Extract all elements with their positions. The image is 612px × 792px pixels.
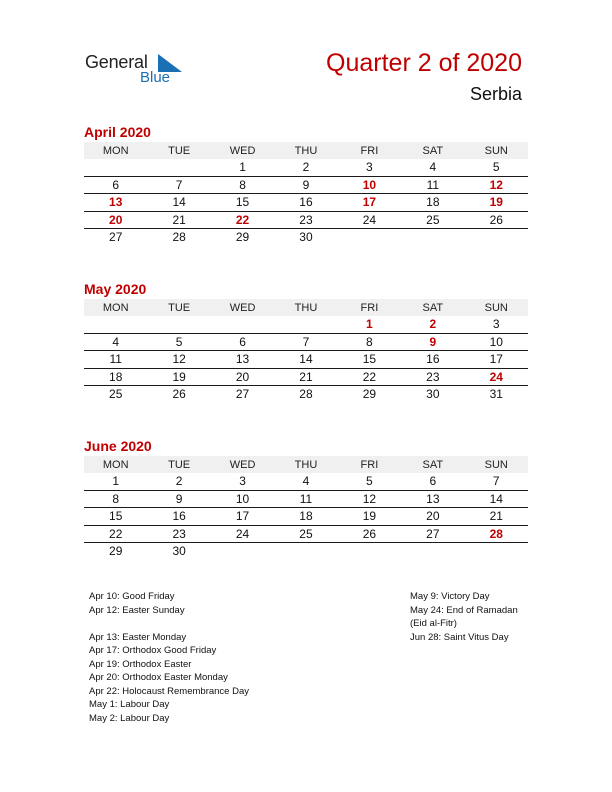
holiday-item: Apr 19: Orthodox Easter	[89, 658, 192, 670]
day-cell: 13	[401, 490, 464, 508]
weekday-label: SAT	[401, 299, 464, 316]
day-cell: 2	[147, 473, 210, 490]
day-cell: 20	[401, 508, 464, 526]
day-cell: 6	[84, 176, 147, 194]
day-cell: 27	[401, 525, 464, 543]
holiday-item: Apr 22: Holocaust Remembrance Day	[89, 685, 249, 697]
day-cell: 25	[401, 211, 464, 229]
holiday-list-left	[89, 590, 249, 725]
day-cell: 3	[338, 159, 401, 176]
month-title: June 2020	[84, 438, 152, 454]
day-cell: 24	[338, 211, 401, 229]
week-row	[84, 211, 528, 229]
weekday-label: MON	[84, 299, 147, 316]
calendar-table	[84, 299, 528, 403]
day-cell: 3	[465, 316, 528, 333]
month-title: April 2020	[84, 124, 151, 140]
week-row	[84, 508, 528, 526]
day-cell: 16	[147, 508, 210, 526]
week-row	[84, 159, 528, 176]
day-cell: 15	[84, 508, 147, 526]
holiday-item: Apr 17: Orthodox Good Friday	[89, 645, 217, 656]
holiday-item: Apr 20: Orthodox Easter Monday	[89, 672, 228, 683]
day-cell: 19	[147, 368, 210, 386]
day-cell: 26	[172, 387, 186, 402]
logo	[85, 50, 195, 90]
day-cell: 26	[338, 525, 401, 543]
day-cell	[465, 229, 528, 246]
day-cell: 2	[274, 159, 337, 176]
logo-word-blue: Blue	[140, 69, 171, 86]
day-cell: 17	[465, 351, 528, 369]
day-cell: 22	[211, 211, 274, 229]
weekday-label: WED	[211, 299, 274, 316]
country-name: Serbia	[469, 84, 522, 104]
day-cell: 19	[338, 508, 401, 526]
day-cell: 11	[401, 176, 464, 194]
day-cell: 23	[147, 525, 210, 543]
day-cell: 17	[338, 194, 401, 212]
day-cell: 6	[211, 333, 274, 351]
weekday-label: SAT	[401, 142, 464, 159]
day-cell: 6	[401, 473, 464, 490]
weekday-label: WED	[211, 142, 274, 159]
day-cell: 10	[338, 176, 401, 194]
weekday-label: THU	[274, 456, 337, 473]
weekday-label: TUE	[147, 299, 210, 316]
day-cell: 2	[401, 316, 464, 333]
day-cell	[211, 543, 274, 560]
day-cell	[465, 543, 528, 560]
day-cell: 11	[274, 490, 337, 508]
day-cell: 10	[211, 490, 274, 508]
day-cell: 30	[299, 230, 313, 245]
week-row	[84, 386, 528, 403]
day-cell: 26	[465, 211, 528, 229]
day-cell: 1	[211, 159, 274, 176]
day-cell: 22	[84, 525, 147, 543]
week-row	[84, 229, 528, 246]
day-cell	[274, 543, 337, 560]
day-cell: 3	[211, 473, 274, 490]
day-cell: 1	[84, 473, 147, 490]
day-cell: 5	[338, 473, 401, 490]
day-cell: 27	[109, 230, 123, 245]
day-cell: 7	[465, 473, 528, 490]
day-cell: 27	[235, 387, 250, 402]
weekday-label: FRI	[338, 142, 401, 159]
day-cell: 4	[84, 333, 147, 351]
month-title: May 2020	[84, 281, 147, 297]
weekday-label: FRI	[338, 299, 401, 316]
weekday-header-row	[84, 142, 528, 159]
day-cell	[147, 316, 210, 333]
holiday-item: Apr 12: Easter Sunday	[89, 604, 185, 616]
week-row	[84, 176, 528, 194]
day-cell: 22	[338, 368, 401, 386]
day-cell: 4	[274, 473, 337, 490]
holiday-item: May 1: Labour Day	[89, 699, 170, 710]
weekday-label: TUE	[147, 142, 210, 159]
day-cell: 20	[211, 368, 274, 386]
day-cell: 21	[274, 368, 337, 386]
day-cell: 10	[465, 333, 528, 351]
weekday-label: TUE	[147, 456, 210, 473]
holiday-item: Apr 10: Good Friday	[89, 591, 175, 602]
day-cell: 28	[465, 525, 528, 543]
weekday-label: MON	[84, 142, 147, 159]
day-cell: 7	[274, 333, 337, 351]
holiday-item: Apr 13: Easter Monday	[89, 631, 187, 643]
day-cell: 16	[274, 194, 337, 212]
day-cell	[147, 159, 210, 176]
week-row	[84, 351, 528, 369]
weekday-label: THU	[274, 142, 337, 159]
day-cell: 29	[362, 387, 377, 402]
day-cell: 18	[84, 368, 147, 386]
day-cell: 21	[147, 211, 210, 229]
day-cell: 28	[172, 230, 186, 245]
day-cell: 4	[401, 159, 464, 176]
day-cell	[338, 543, 401, 560]
day-cell: 21	[465, 508, 528, 526]
day-cell: 11	[84, 351, 147, 369]
day-cell: 12	[338, 490, 401, 508]
day-cell: 23	[401, 368, 464, 386]
holiday-item: Jun 28: Saint Vitus Day	[410, 631, 509, 643]
month-april	[84, 123, 528, 246]
day-cell: 8	[84, 490, 147, 508]
day-cell: 12	[147, 351, 210, 369]
week-row	[84, 543, 528, 560]
holiday-list-right	[410, 590, 518, 644]
day-cell	[84, 159, 147, 176]
day-cell: 23	[274, 211, 337, 229]
holiday-item: May 2: Labour Day	[89, 712, 170, 724]
day-cell: 30	[172, 544, 186, 559]
day-cell: 5	[465, 159, 528, 176]
day-cell	[84, 316, 147, 333]
day-cell: 15	[338, 351, 401, 369]
logo-word-general: General	[85, 52, 148, 72]
weekday-header-row	[84, 456, 528, 473]
weekday-label: THU	[274, 299, 337, 316]
day-cell: 14	[274, 351, 337, 369]
day-cell: 19	[465, 194, 528, 212]
week-row	[84, 194, 528, 212]
day-cell: 18	[274, 508, 337, 526]
day-cell: 25	[274, 525, 337, 543]
weekday-label: SUN	[465, 142, 528, 159]
calendar-table	[84, 456, 528, 560]
day-cell: 14	[147, 194, 210, 212]
weekday-label: FRI	[338, 456, 401, 473]
day-cell	[401, 229, 464, 246]
day-cell: 8	[211, 176, 274, 194]
list-spacer	[89, 617, 249, 631]
day-cell: 9	[401, 333, 464, 351]
week-row	[84, 368, 528, 386]
day-cell	[401, 543, 464, 560]
day-cell: 30	[426, 387, 440, 402]
weekday-label: SAT	[401, 456, 464, 473]
day-cell: 29	[109, 544, 123, 559]
holiday-item: May 24: End of Ramadan	[410, 604, 518, 616]
calendar-table	[84, 142, 528, 246]
week-row	[84, 473, 528, 490]
week-row	[84, 316, 528, 333]
day-cell: 13	[84, 194, 147, 212]
day-cell: 9	[274, 176, 337, 194]
day-cell	[274, 316, 337, 333]
day-cell: 17	[211, 508, 274, 526]
weekday-label: WED	[211, 456, 274, 473]
weekday-label: SUN	[465, 299, 528, 316]
day-cell: 18	[401, 194, 464, 212]
day-cell: 1	[338, 316, 401, 333]
day-cell	[211, 316, 274, 333]
holiday-item: (Eid al-Fitr)	[410, 618, 457, 629]
month-may	[84, 280, 528, 403]
day-cell: 12	[465, 176, 528, 194]
day-cell: 29	[235, 230, 250, 245]
week-row	[84, 333, 528, 351]
day-cell: 25	[109, 387, 123, 402]
day-cell: 24	[211, 525, 274, 543]
weekday-label: MON	[84, 456, 147, 473]
day-cell: 8	[338, 333, 401, 351]
month-june	[84, 437, 528, 560]
day-cell: 5	[147, 333, 210, 351]
weekday-label: SUN	[465, 456, 528, 473]
day-cell: 7	[147, 176, 210, 194]
day-cell: 28	[299, 387, 313, 402]
day-cell: 31	[489, 387, 503, 402]
day-cell: 14	[465, 490, 528, 508]
day-cell: 20	[84, 211, 147, 229]
day-cell: 24	[465, 368, 528, 386]
holiday-item: May 9: Victory Day	[410, 591, 490, 602]
day-cell: 15	[211, 194, 274, 212]
page-title: Quarter 2 of 2020	[326, 49, 522, 77]
day-cell: 13	[211, 351, 274, 369]
day-cell: 16	[401, 351, 464, 369]
weekday-header-row	[84, 299, 528, 316]
day-cell	[338, 229, 401, 246]
week-row	[84, 490, 528, 508]
day-cell: 9	[147, 490, 210, 508]
week-row	[84, 525, 528, 543]
